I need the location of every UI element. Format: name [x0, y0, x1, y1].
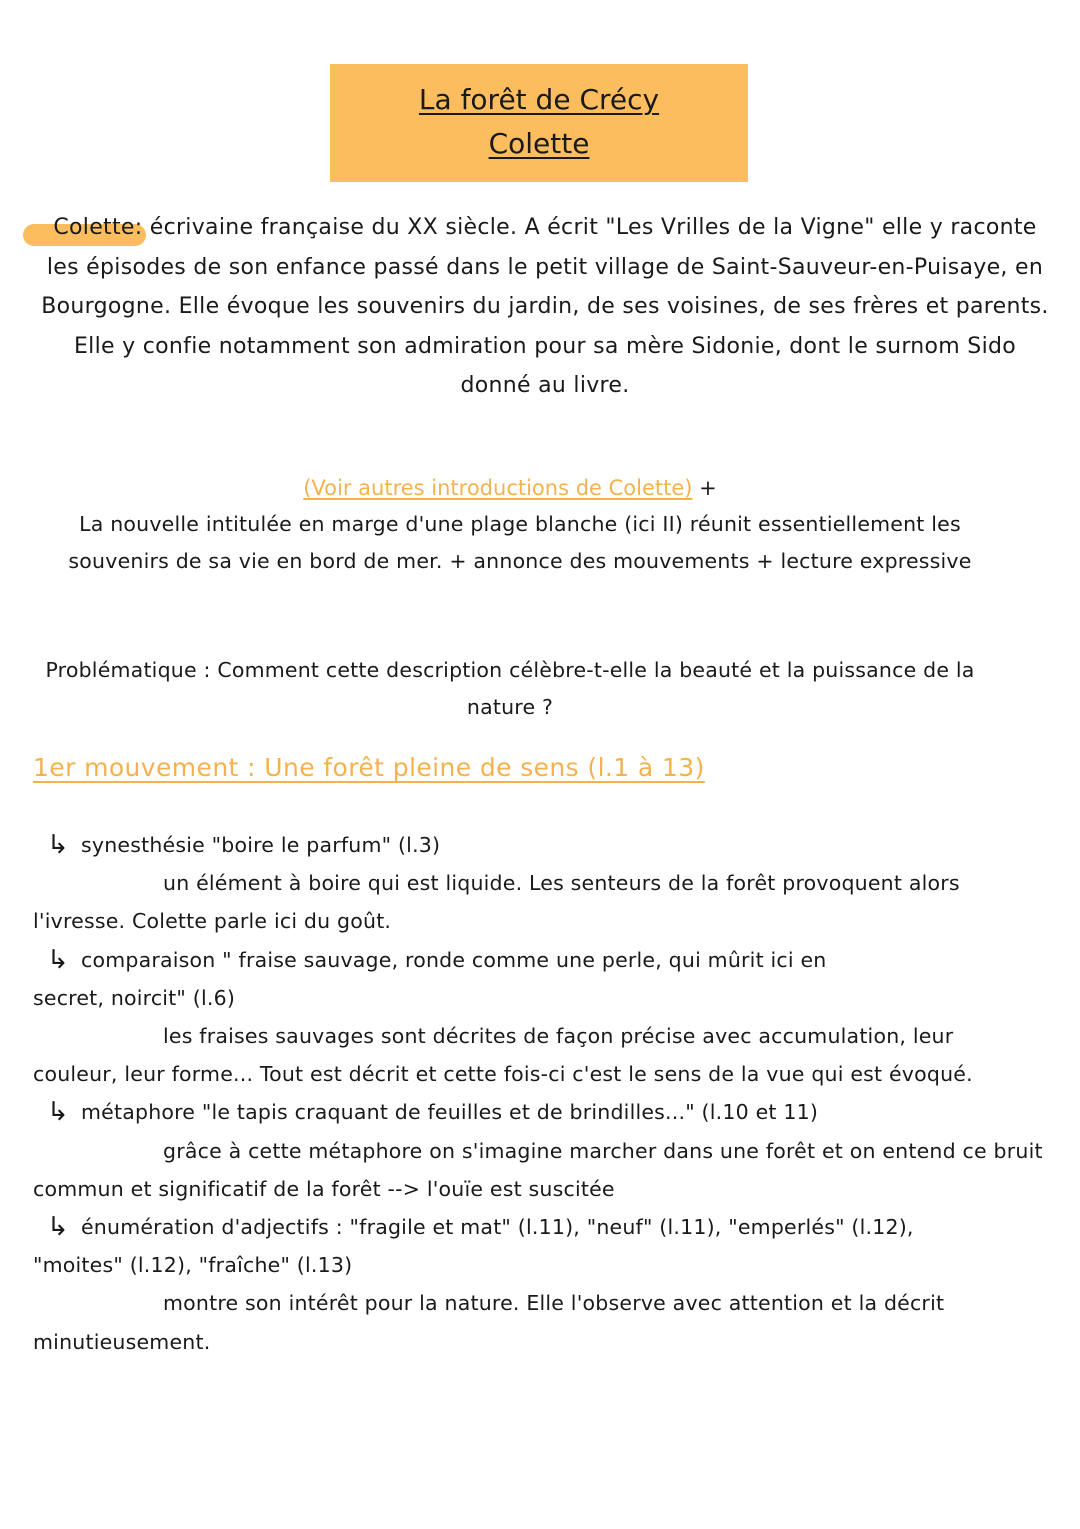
note-explanation: grâce à cette métaphore on s'imagine marcher dans une forêt et on entend ce bruit commun et significatif de la forêt --> l'ouïe est suscitée	[33, 1138, 1043, 1201]
intro-paragraph	[40, 208, 1050, 406]
title-text: La forêt de Crécy	[418, 83, 660, 116]
note-point-text: métaphore "le tapis craquant de feuilles et de brindilles..." (l.10 et 11)	[81, 1100, 819, 1125]
intro-label-highlight: Colette:	[53, 215, 143, 240]
note-explanation: un élément à boire qui est liquide. Les senteurs de la forêt provoquent alors l'ivresse. Colette parle ici du goût.	[33, 871, 960, 934]
note-point-text: comparaison " fraise sauvage, ronde comme une perle, qui mûrit ici en	[81, 947, 827, 972]
note-point-text: énumération d'adjectifs : "fragile et mat" (l.11), "neuf" (l.11), "emperlés" (l.12),	[81, 1215, 914, 1240]
note-point	[33, 826, 1043, 864]
link-suffix: +	[692, 476, 717, 500]
section-heading-1: 1er mouvement : Une forêt pleine de sens (l.1 à 13)	[33, 753, 705, 782]
arrow-icon: ↳	[47, 1097, 69, 1128]
arrow-icon: ↳	[47, 830, 69, 860]
author-title: Colette	[488, 127, 590, 160]
arrow-icon: ↳	[47, 944, 69, 975]
notes-list	[33, 826, 1043, 1361]
intro-text: écrivaine française du XX siècle. A écrit "Les Vrilles de la Vigne" elle y raconte les épisodes de son enfance passé dans le petit village de Saint-Sauveur-en-Puisaye, en Bourgogne. Elle évoque les souvenirs du jardin, de ses voisines, de ses frères et parents. Elle y confie notamment son admiration pour sa mère Sidonie, dont le surnom Sido donné au livre.	[41, 215, 1049, 398]
note-point-text: synesthésie "boire le parfum" (l.3)	[81, 833, 441, 857]
title-box	[330, 64, 748, 182]
note-explanation: les fraises sauvages sont décrites de façon précise avec accumulation, leur couleur, leur forme... Tout est décrit et cette fois-ci c'est le sens de la vue qui est évoqué.	[33, 1024, 973, 1087]
note-point-continued: "moites" (l.12), "fraîche" (l.13)	[33, 1253, 353, 1278]
note-point	[33, 1208, 1043, 1246]
see-other-intros-line	[0, 470, 1020, 506]
note-point	[33, 941, 1043, 979]
see-other-intros-link[interactable]: (Voir autres introductions de Colette)	[303, 476, 693, 500]
note-point-continued: secret, noircit" (l.6)	[33, 985, 236, 1010]
problematic-paragraph: Problématique : Comment cette description célèbre-t-elle la beauté et la puissance de la nature ?	[45, 658, 975, 719]
news-paragraph: La nouvelle intitulée en marge d'une plage blanche (ici II) réunit essentiellement les souvenirs de sa vie en bord de mer. + annonce des mouvements + lecture expressive	[68, 512, 972, 573]
note-explanation: montre son intérêt pour la nature. Elle l'observe avec attention et la décrit minutieusement.	[33, 1291, 945, 1354]
arrow-icon: ↳	[47, 1212, 69, 1243]
note-point	[33, 1093, 1043, 1131]
